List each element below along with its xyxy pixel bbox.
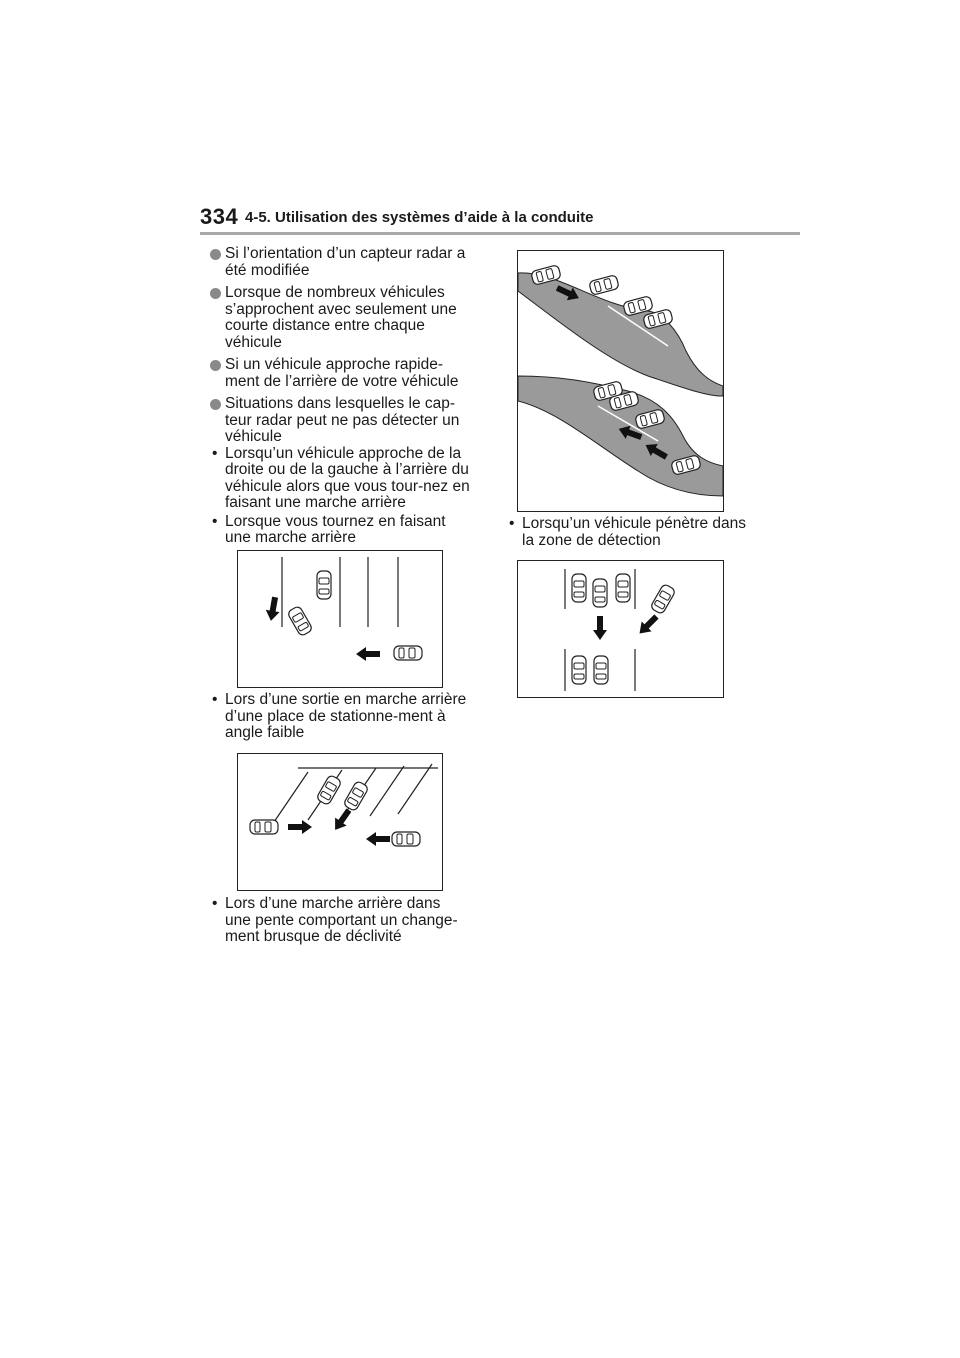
reverse-turn-parking-illustration	[237, 550, 443, 688]
bullet-item	[210, 357, 470, 390]
sub-item	[507, 516, 747, 549]
bullet-dot-icon	[210, 249, 221, 260]
slope-reverse-illustration	[517, 250, 724, 512]
sub-bullet-mark: •	[212, 512, 218, 530]
bullet-dot-icon	[210, 360, 221, 371]
car-icon	[394, 646, 422, 660]
arrow-icon	[366, 832, 390, 846]
bullet-dot-icon	[210, 399, 221, 410]
left-column-mid	[210, 692, 470, 744]
car-icon	[589, 275, 620, 296]
page-number: 334	[200, 204, 239, 229]
angled-parking-exit-illustration	[237, 753, 443, 891]
arrow-icon	[288, 820, 312, 834]
bullet-text: Si l’orientation d’un capteur radar a été modifiée	[225, 245, 466, 279]
sub-item-text: Lors d’une sortie en marche arrière d’une place de stationne-ment à angle faible	[225, 691, 467, 741]
detection-zone-entry-illustration	[517, 560, 724, 698]
car-icon	[594, 656, 608, 684]
sub-item-text: Lors d’une marche arrière dans une pente comportant un change-ment brusque de déclivité	[225, 895, 458, 945]
bullet-dot-icon	[210, 288, 221, 299]
header-divider	[200, 232, 800, 235]
bullet-text: Situations dans lesquelles le cap-teur radar peut ne pas détecter un véhicule	[225, 395, 460, 445]
sub-bullet-mark: •	[212, 444, 218, 462]
car-icon	[287, 605, 313, 636]
bullet-item	[210, 285, 470, 351]
car-icon	[316, 774, 342, 805]
page-header	[200, 204, 800, 234]
arrow-icon	[356, 647, 380, 661]
car-icon	[650, 583, 676, 614]
car-icon	[616, 574, 630, 602]
arrow-icon	[593, 616, 607, 640]
sub-item-text: Lorsqu’un véhicule approche de la droite ou de la gauche à l’arrière du véhicule alors que vous tour-nez en faisant une marche arrière	[225, 444, 470, 511]
section-title: 4-5. Utilisation des systèmes d’aide à la conduite	[245, 209, 594, 226]
left-column	[210, 246, 470, 549]
sub-item	[210, 692, 470, 742]
arrow-icon	[264, 596, 282, 622]
sub-bullet-mark: •	[212, 895, 218, 912]
sub-item-text: Lorsque vous tournez en faisant une marche arrière	[225, 512, 446, 546]
left-column-bottom	[210, 896, 470, 948]
sub-item	[210, 896, 470, 946]
car-icon	[593, 579, 607, 607]
sub-item	[210, 446, 470, 512]
car-icon	[343, 780, 369, 811]
bullet-text: Si un véhicule approche rapide-ment de l’arrière de votre véhicule	[225, 356, 459, 390]
right-column	[507, 516, 747, 551]
car-icon	[317, 571, 331, 599]
sub-bullet-mark: •	[509, 515, 515, 532]
arrow-icon	[635, 612, 662, 639]
bullet-item	[210, 246, 470, 279]
arrow-icon	[329, 806, 354, 834]
bullet-item	[210, 396, 470, 446]
car-icon	[392, 832, 420, 846]
car-icon	[572, 574, 586, 602]
sub-item	[210, 514, 470, 547]
car-icon	[250, 820, 278, 834]
bullet-text: Lorsque de nombreux véhicules s’approchent avec seulement une courte distance entre chaque véhicule	[225, 284, 457, 351]
sub-item-text: Lorsqu’un véhicule pénètre dans la zone de détection	[522, 515, 747, 549]
sub-bullet-mark: •	[212, 691, 218, 708]
car-icon	[572, 656, 586, 684]
